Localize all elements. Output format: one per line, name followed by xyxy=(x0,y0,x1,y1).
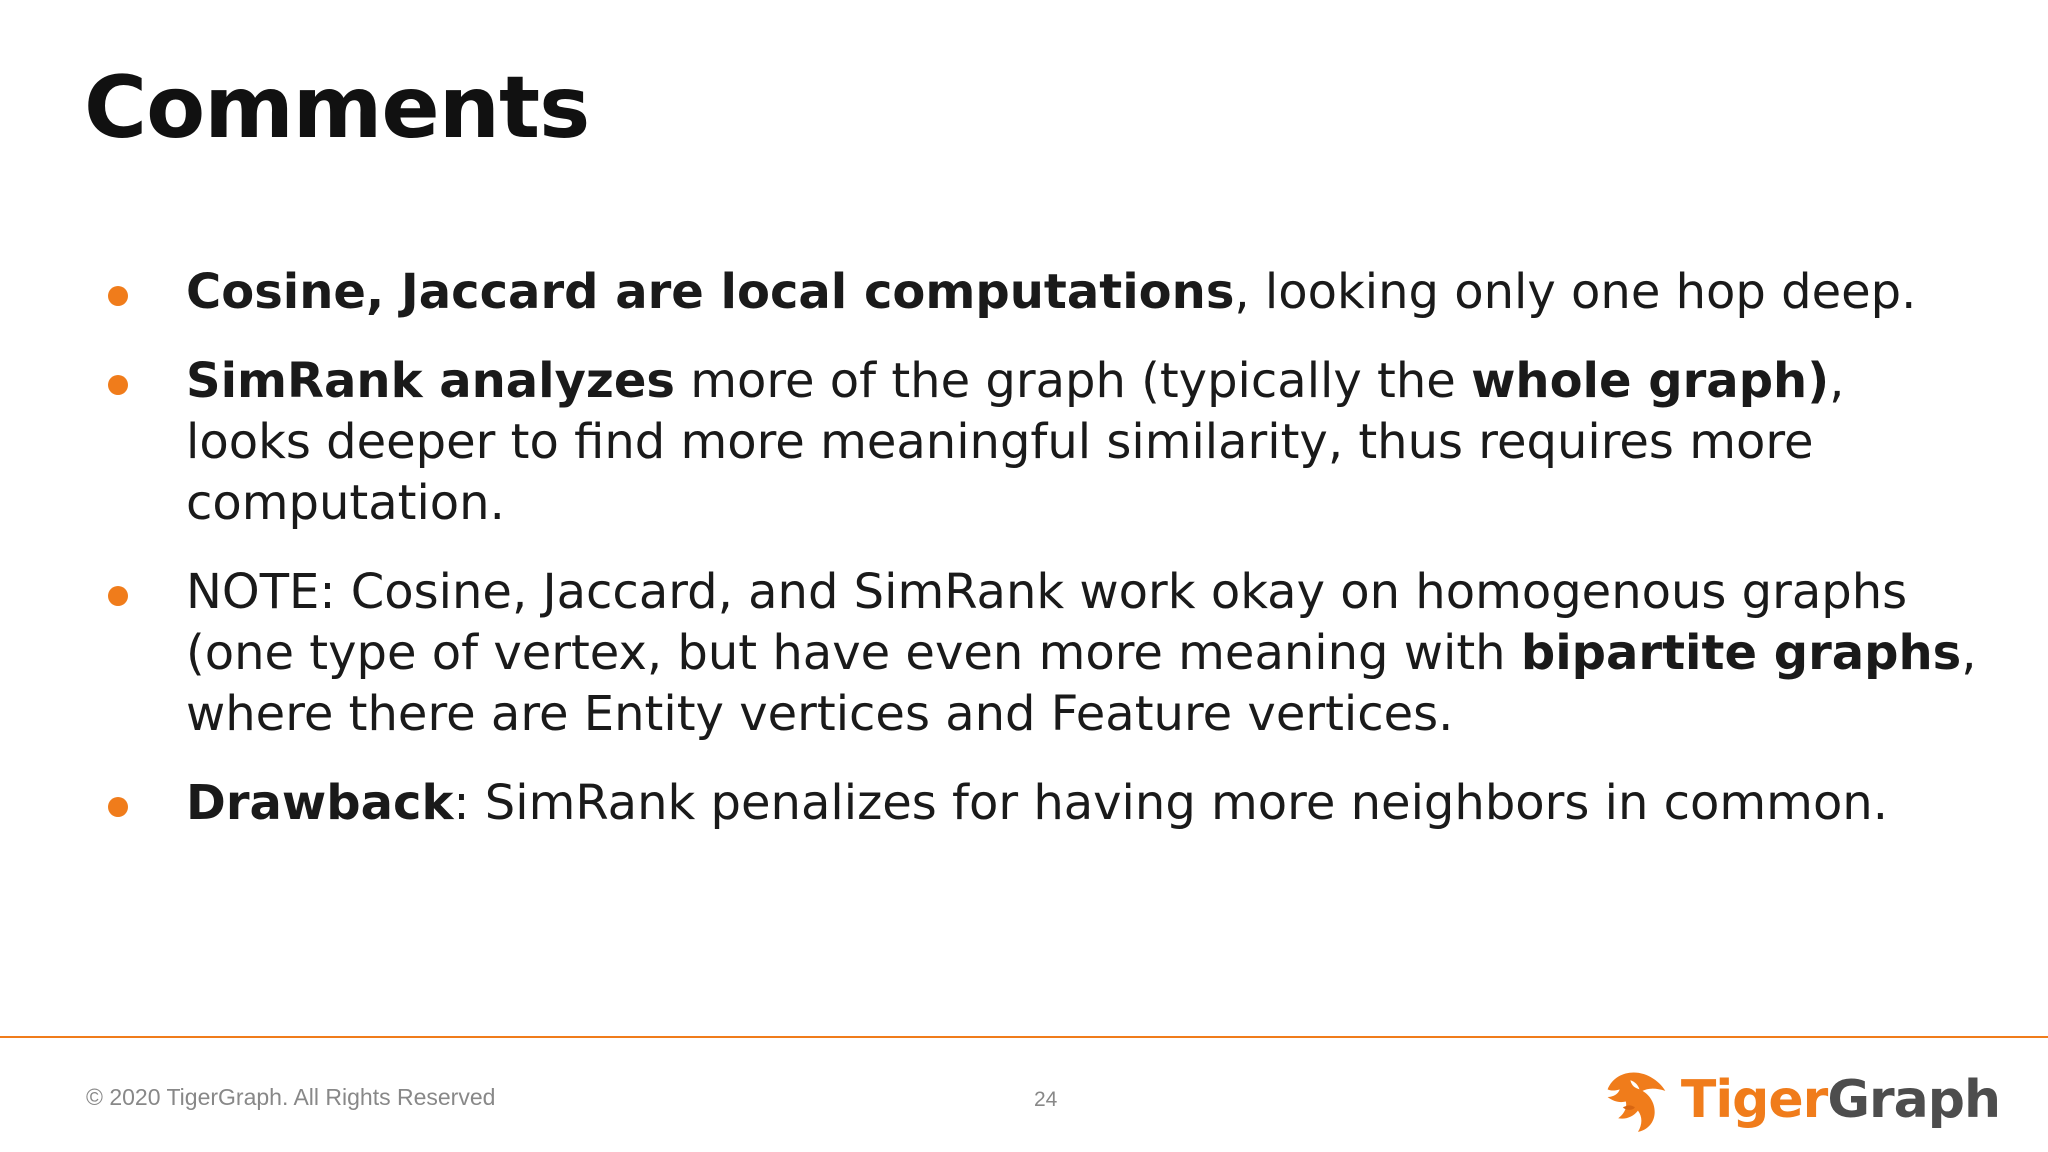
tiger-head-icon xyxy=(1600,1056,1673,1144)
bullet-dot-icon xyxy=(108,797,128,817)
bullet-text-bold: SimRank analyzes xyxy=(186,353,675,409)
logo-wordmark xyxy=(1681,1070,2000,1130)
bullet-dot-icon xyxy=(108,286,128,306)
copyright-text: © 2020 TigerGraph. All Rights Reserved xyxy=(86,1084,496,1110)
bullet-text: , where there are Entity vertices and Feature vertices. xyxy=(186,625,1977,742)
bullet-text: : SimRank penalizes for having more neighbors in common. xyxy=(453,775,1888,831)
tigergraph-logo xyxy=(1600,1056,2000,1144)
footer-divider xyxy=(0,1036,2048,1038)
bullet-dot-icon xyxy=(108,375,128,395)
page-number: 24 xyxy=(1034,1088,1058,1111)
bullet-text: NOTE: Cosine, Jaccard, and SimRank work okay on homogenous graphs (one type of vertex, but have even more meaning with xyxy=(186,564,1908,681)
logo-tiger-text: Tiger xyxy=(1680,1070,1828,1130)
bullet-text-bold: whole graph) xyxy=(1471,353,1830,409)
bullet-list xyxy=(100,262,1980,862)
bullet-text: , looks deeper to find more meaningful similarity, thus requires more computation. xyxy=(186,353,1845,531)
bullet-text-bold: Drawback xyxy=(186,775,454,831)
bullet-item xyxy=(100,262,1980,323)
bullet-text-bold: Cosine, Jaccard are local computations xyxy=(186,264,1235,320)
bullet-text-bold: bipartite graphs xyxy=(1520,625,1962,681)
bullet-text: more of the graph (typically the xyxy=(674,353,1472,409)
bullet-text: , looking only one hop deep. xyxy=(1234,264,1917,320)
bullet-dot-icon xyxy=(108,586,128,606)
logo-graph-text: Graph xyxy=(1827,1070,2000,1130)
bullet-item xyxy=(100,351,1980,534)
slide-title: Comments xyxy=(84,58,590,158)
bullet-item xyxy=(100,562,1980,745)
bullet-item xyxy=(100,773,1980,834)
